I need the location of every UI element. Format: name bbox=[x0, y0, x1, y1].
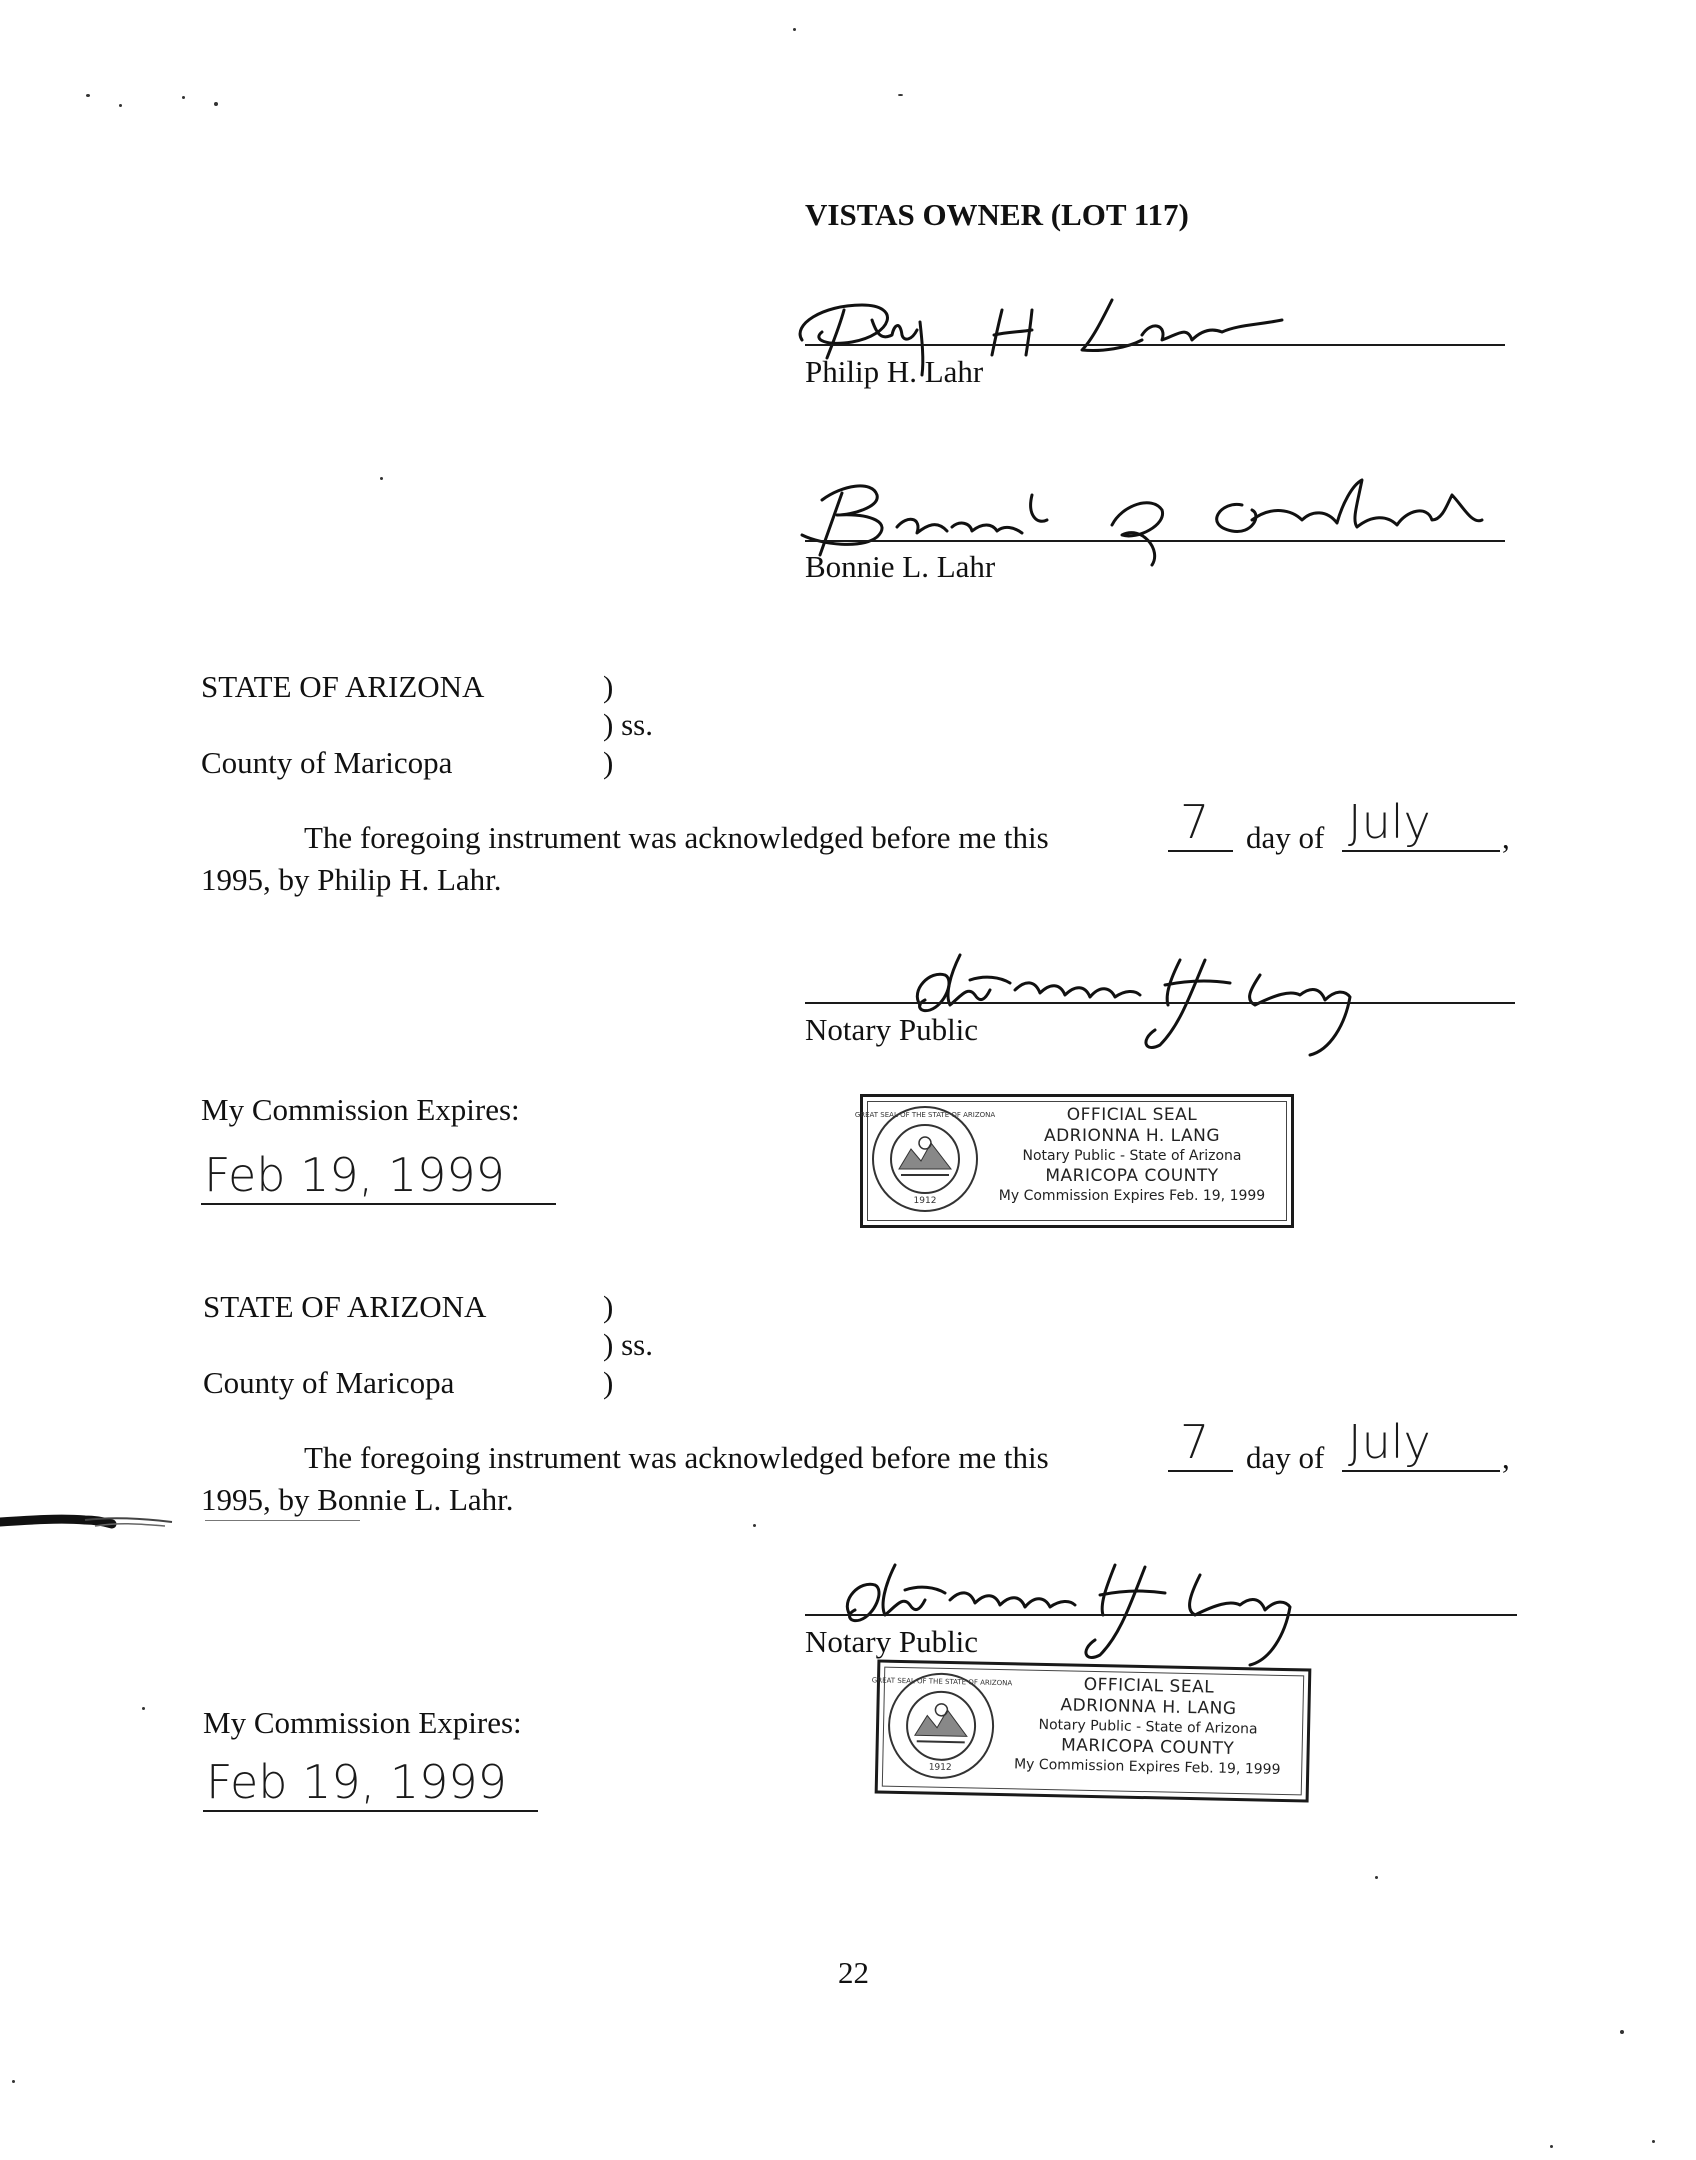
scan-speck bbox=[380, 477, 383, 480]
venue-paren-1b: ) bbox=[603, 745, 614, 780]
notary-line-1 bbox=[805, 1002, 1515, 1004]
notary-label-2: Notary Public bbox=[805, 1624, 979, 1659]
arizona-state-seal-emblem bbox=[854, 1103, 996, 1215]
notary-label-1: Notary Public bbox=[805, 1012, 979, 1047]
signer-name-2: Bonnie L. Lahr bbox=[805, 549, 996, 584]
commission-value-2: Feb 19, 1999 bbox=[206, 1755, 507, 1809]
seal-notary-state-1: Notary Public - State of Arizona bbox=[1022, 1148, 1242, 1164]
scan-speck bbox=[1620, 2030, 1624, 2034]
signer-name-1: Philip H. Lahr bbox=[805, 354, 984, 389]
ack-month-line-2 bbox=[1342, 1470, 1500, 1472]
seal-expires-1: My Commission Expires Feb. 19, 1999 bbox=[998, 1188, 1266, 1204]
scan-speck bbox=[1550, 2145, 1553, 2148]
arizona-state-seal-emblem bbox=[871, 1669, 1013, 1783]
scan-speck bbox=[1375, 1876, 1378, 1879]
scan-speck bbox=[898, 94, 903, 96]
scan-speck bbox=[142, 1707, 145, 1710]
seal-name-2: ADRIONNA H. LANG bbox=[1060, 1695, 1237, 1719]
scan-speck bbox=[12, 2080, 15, 2083]
venue-paren-2a: ) bbox=[603, 1289, 614, 1324]
scan-speck bbox=[86, 94, 90, 97]
venue-ss-2: ) ss. bbox=[603, 1327, 653, 1362]
scan-speck bbox=[1652, 2140, 1655, 2143]
commission-line-2 bbox=[203, 1810, 538, 1812]
ack-month-value-2: July bbox=[1348, 1415, 1431, 1469]
commission-label-1: My Commission Expires: bbox=[201, 1092, 520, 1127]
ack-comma-2: , bbox=[1502, 1440, 1510, 1475]
scan-speck bbox=[119, 104, 122, 107]
ack-text-1: The foregoing instrument was acknowledged before me this bbox=[304, 820, 1049, 855]
ack-line2-2: 1995, by Bonnie L. Lahr. bbox=[201, 1482, 514, 1517]
scan-speck bbox=[793, 28, 796, 31]
ack-day-value-2: 7 bbox=[1180, 1415, 1210, 1469]
ack-text-2: The foregoing instrument was acknowledged before me this bbox=[304, 1440, 1049, 1475]
page-number: 22 bbox=[838, 1955, 869, 1990]
scan-stray-line bbox=[205, 1520, 360, 1521]
ack-day-value-1: 7 bbox=[1180, 795, 1210, 849]
venue-county-2: County of Maricopa bbox=[203, 1365, 455, 1400]
seal-emblem-year: 1912 bbox=[928, 1762, 952, 1774]
seal-name-1: ADRIONNA H. LANG bbox=[1043, 1126, 1221, 1146]
scan-speck bbox=[182, 96, 185, 99]
venue-paren-2b: ) bbox=[603, 1365, 614, 1400]
venue-paren-1a: ) bbox=[603, 669, 614, 704]
scan-smudge bbox=[0, 1508, 180, 1538]
ack-line2-1: 1995, by Philip H. Lahr. bbox=[201, 862, 502, 897]
official-seal-2 bbox=[871, 1659, 1312, 1802]
seal-title-1: OFFICIAL SEAL bbox=[1066, 1105, 1198, 1125]
seal-county-2: MARICOPA COUNTY bbox=[1060, 1735, 1235, 1759]
venue-ss-1: ) ss. bbox=[603, 707, 653, 742]
notary-line-2 bbox=[805, 1614, 1517, 1616]
seal-county-1: MARICOPA COUNTY bbox=[1045, 1166, 1219, 1186]
ack-dayof-1: day of bbox=[1246, 820, 1325, 855]
seal-expires-2: My Commission Expires Feb. 19, 1999 bbox=[1013, 1756, 1281, 1778]
document-title: VISTAS OWNER (LOT 117) bbox=[805, 197, 1189, 232]
ack-month-value-1: July bbox=[1348, 795, 1431, 849]
commission-label-2: My Commission Expires: bbox=[203, 1705, 522, 1740]
venue-state-1: STATE OF ARIZONA bbox=[201, 669, 485, 704]
scan-speck bbox=[214, 102, 218, 106]
ack-dayof-2: day of bbox=[1246, 1440, 1325, 1475]
venue-state-2: STATE OF ARIZONA bbox=[203, 1289, 487, 1324]
seal-notary-state-2: Notary Public - State of Arizona bbox=[1038, 1716, 1258, 1738]
seal-emblem-year: 1912 bbox=[913, 1196, 937, 1206]
official-seal-1 bbox=[854, 1094, 1294, 1228]
ack-day-line-1 bbox=[1168, 850, 1233, 852]
signature-line-2 bbox=[805, 540, 1505, 542]
signature-line-1 bbox=[805, 344, 1505, 346]
scan-speck bbox=[753, 1524, 756, 1527]
ack-comma-1: , bbox=[1502, 820, 1510, 855]
ack-day-line-2 bbox=[1168, 1470, 1233, 1472]
seal-emblem-ring-text: GREAT SEAL OF THE STATE OF ARIZONA bbox=[871, 1676, 1013, 1688]
venue-county-1: County of Maricopa bbox=[201, 745, 453, 780]
commission-value-1: Feb 19, 1999 bbox=[204, 1148, 505, 1202]
commission-line-1 bbox=[201, 1203, 556, 1205]
ack-month-line-1 bbox=[1342, 850, 1500, 852]
seal-title-2: OFFICIAL SEAL bbox=[1083, 1674, 1215, 1698]
seal-emblem-ring-text: GREAT SEAL OF THE STATE OF ARIZONA bbox=[854, 1111, 996, 1119]
